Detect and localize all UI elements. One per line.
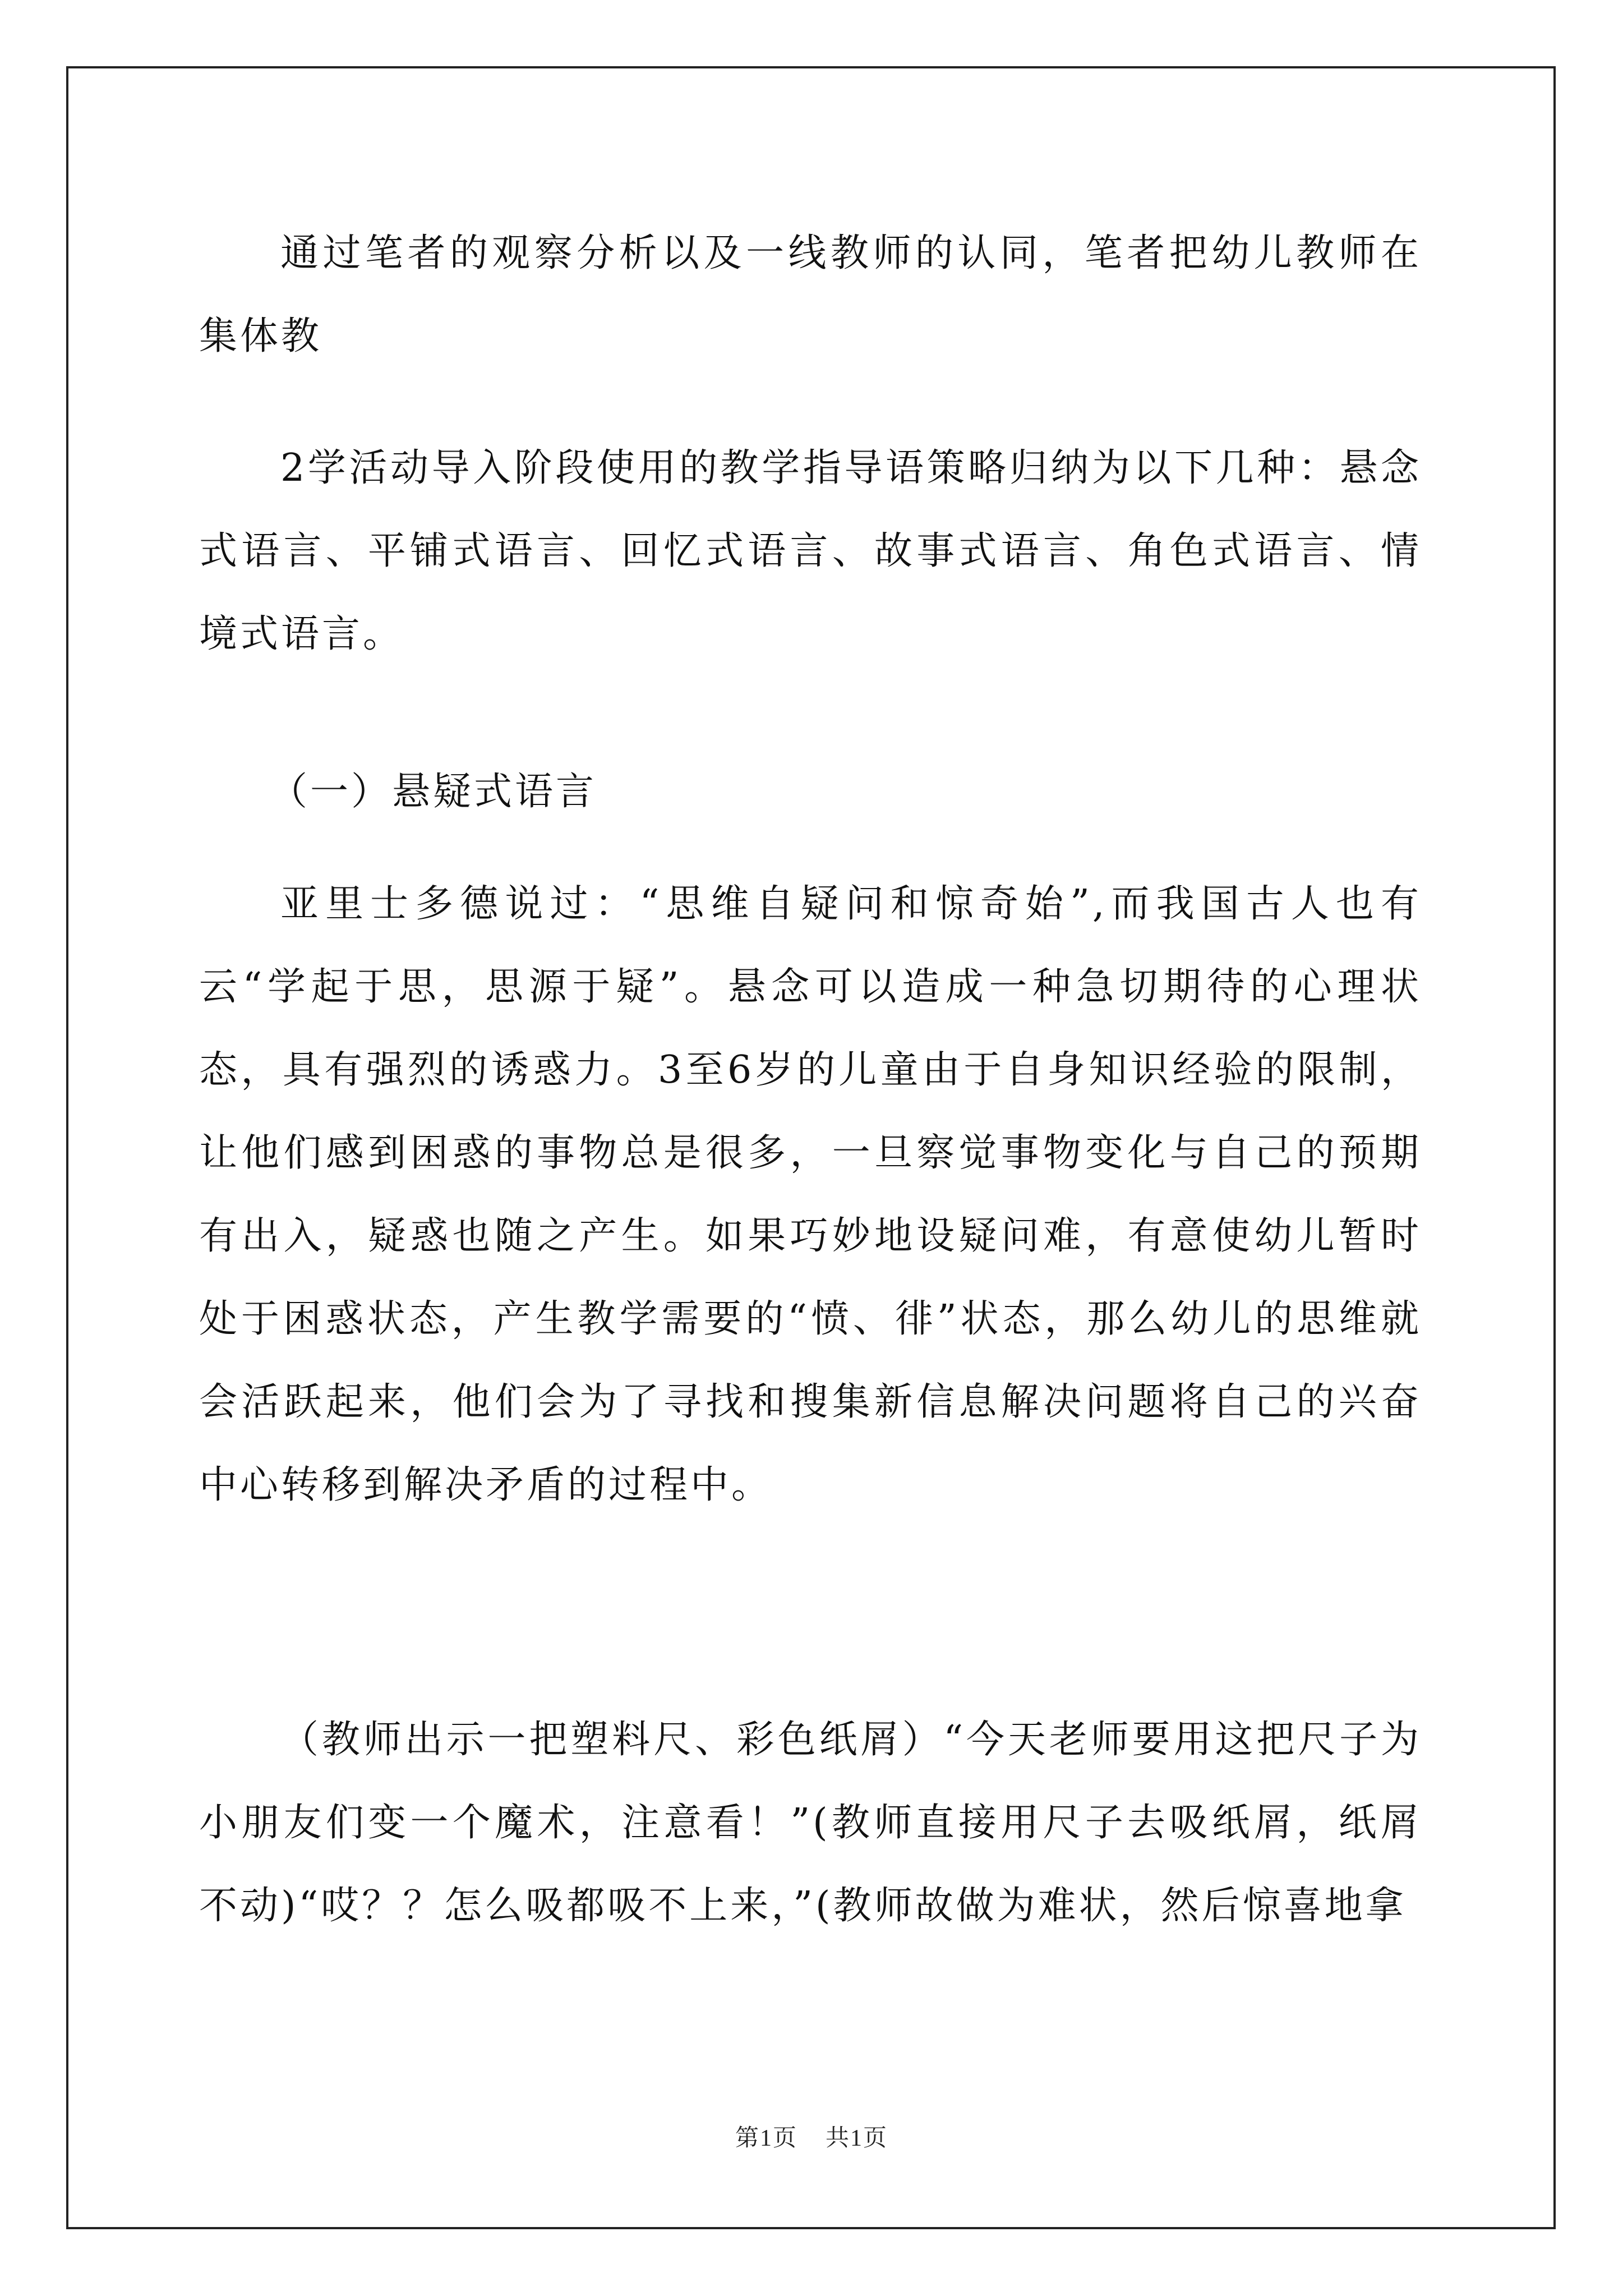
page-number: 第1页 <box>735 2125 797 2151</box>
paragraph-intro: 通过笔者的观察分析以及一线教师的认同，笔者把幼儿教师在集体教 <box>199 231 1422 358</box>
paragraph-suspense: 亚里士多德说过：“思维自疑问和惊奇始”,而我国古人也有云“学起于思，思源于疑”。悬念可以造成一种急切期待的心理状态，具有强烈的诱惑力。3至6岁的儿童由于自身知识经验的限制，让他们感到困惑的事物总是很多，一旦察觉事物变化与自己的预期有出入，疑惑也随之产生。如果巧妙地设疑问难，有意使幼儿暂时处于困惑状态，产生教学需要的“愤、徘”状态，那么幼儿的思维就会活跃起来，他们会为了寻找和搜集新信息解决问题将自己的兴奋中心转移到解决矛盾的过程中。 <box>199 882 1422 1507</box>
section-heading: （一）悬疑式语言 <box>269 770 597 814</box>
total-pages: 共1页 <box>826 2125 888 2151</box>
paragraph-example: （教师出示一把塑料尺、彩色纸屑）“今天老师要用这把尺子为小朋友们变一个魔术，注意看！”(教师直接用尺子去吸纸屑，纸屑不动)“哎？？怎么吸都吸不上来，”(教师故做为难状，然后惊喜地拿 <box>199 1718 1422 1928</box>
page-footer <box>0 2119 1623 2153</box>
paragraph-strategies: 2学活动导入阶段使用的教学指导语策略归纳为以下几种：悬念式语言、平铺式语言、回忆式语言、故事式语言、角色式语言、情境式语言。 <box>199 446 1422 656</box>
